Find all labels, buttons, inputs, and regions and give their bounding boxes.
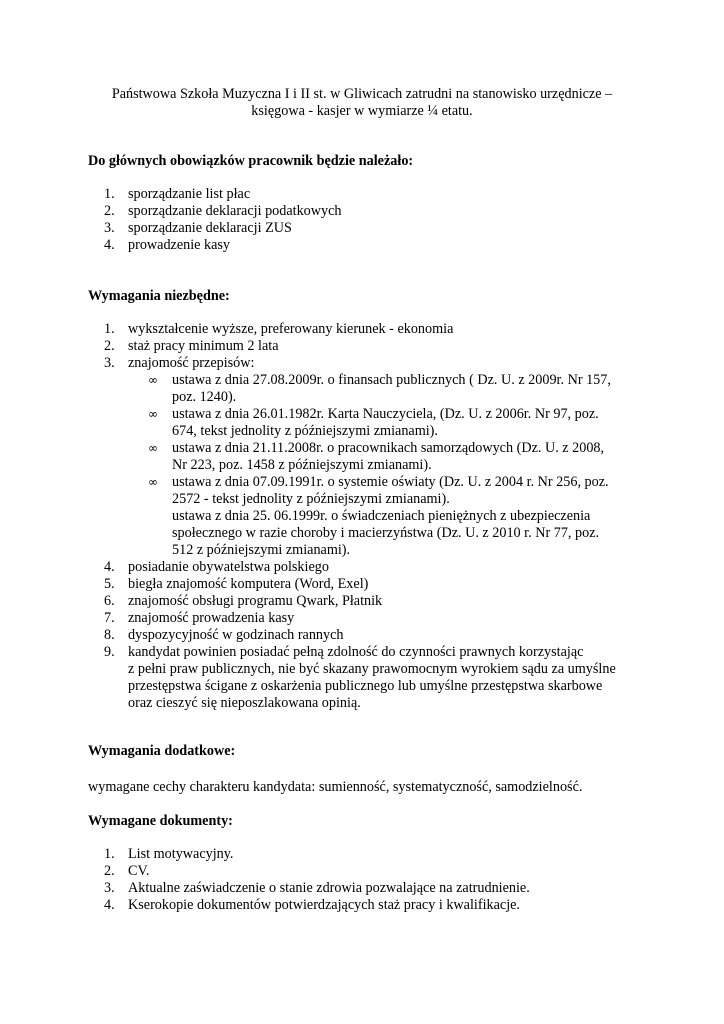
list-text: biegła znajomość komputera (Word, Exel) (128, 576, 369, 592)
list-item (88, 610, 648, 627)
list-item (88, 321, 648, 338)
title-line-1: Państwowa Szkoła Muzyczna I i II st. w Gliwicach zatrudni na stanowisko urzędnicze – (111, 86, 613, 102)
duties-heading: Do głównych obowiązków pracownik będzie należało: (88, 153, 414, 169)
list-text-line: przestępstwa ścigane z oskarżenia publicznego lub umyślne przestępstwa skarbowe (128, 678, 603, 694)
list-item (88, 338, 648, 355)
regulation-line: Nr 223, poz. 1458 z późniejszymi zmianami). (172, 457, 432, 473)
list-text: dyspozycyjność w godzinach rannych (128, 627, 344, 643)
regulation-line: 512 z późniejszymi zmianami). (172, 542, 351, 558)
additional-heading: Wymagania dodatkowe: (88, 743, 236, 759)
additional-text: wymagane cechy charakteru kandydata: sumienność, systematyczność, samodzielność. (88, 779, 583, 795)
list-number: 6. (104, 593, 115, 609)
regulation-line: 2572 - tekst jednolity z późniejszymi zmianami). (172, 491, 450, 507)
list-item (88, 880, 530, 897)
list-number: 2. (104, 203, 115, 219)
regulation-line: ustawa z dnia 27.08.2009r. o finansach publicznych ( Dz. U. z 2009r. Nr 157, (172, 372, 611, 388)
list-text: Kserokopie dokumentów potwierdzających staż pracy i kwalifikacje. (128, 897, 520, 913)
requirements-list (88, 321, 648, 712)
list-item (88, 355, 648, 372)
list-number: 7. (104, 610, 115, 626)
regulation-item (88, 372, 648, 406)
page-title (60, 86, 664, 120)
list-number: 2. (104, 338, 115, 354)
list-text: znajomość obsługi programu Qwark, Płatnik (128, 593, 383, 609)
list-item (88, 237, 342, 254)
list-text (128, 644, 648, 712)
list-item (88, 593, 648, 610)
infinity-bullet-icon: ∞ (148, 407, 158, 421)
documents-heading: Wymagane dokumenty: (88, 813, 233, 829)
regulation-item (88, 440, 648, 474)
list-text: sporządzanie deklaracji ZUS (128, 220, 292, 236)
list-number: 1. (104, 321, 115, 337)
list-number: 3. (104, 220, 115, 236)
regulation-line: ustawa z dnia 26.01.1982r. Karta Nauczyciela, (Dz. U. z 2006r. Nr 97, poz. (172, 406, 599, 422)
documents-list (88, 846, 530, 914)
regulation-item (88, 406, 648, 440)
list-item (88, 220, 342, 237)
duties-list (88, 186, 342, 254)
list-number: 8. (104, 627, 115, 643)
list-text-line: oraz cieszyć się nieposzlakowana opinią. (128, 695, 361, 711)
regulation-line: ustawa z dnia 07.09.1991r. o systemie oświaty (Dz. U. z 2004 r. Nr 256, poz. (172, 474, 609, 490)
regulation-item (88, 474, 648, 508)
list-text: List motywacyjny. (128, 846, 234, 862)
list-text: Aktualne zaświadczenie o stanie zdrowia pozwalające na zatrudnienie. (128, 880, 530, 896)
list-text: znajomość przepisów: (128, 355, 255, 371)
list-number: 4. (104, 559, 115, 575)
list-number: 9. (104, 644, 115, 660)
regulation-line: poz. 1240). (172, 389, 237, 405)
list-item (88, 203, 342, 220)
regulation-line: społecznego w razie choroby i macierzyństwa (Dz. U. z 2010 r. Nr 77, poz. (172, 525, 600, 541)
list-item (88, 559, 648, 576)
list-number: 1. (104, 846, 115, 862)
list-text: posiadanie obywatelstwa polskiego (128, 559, 329, 575)
list-text: CV. (128, 863, 150, 879)
list-item (88, 576, 648, 593)
list-item (88, 627, 648, 644)
infinity-bullet-icon: ∞ (148, 373, 158, 387)
list-number: 4. (104, 237, 115, 253)
list-text-line: z pełni praw publicznych, nie być skazany prawomocnym wyrokiem sądu za umyślne (128, 661, 616, 677)
list-number: 3. (104, 880, 115, 896)
title-line-2: księgowa - kasjer w wymiarze ¼ etatu. (251, 103, 473, 119)
list-text: prowadzenie kasy (128, 237, 231, 253)
list-text-line: kandydat powinien posiadać pełną zdolność do czynności prawnych korzystając (128, 644, 584, 660)
regulation-line: ustawa z dnia 25. 06.1999r. o świadczeniach pieniężnych z ubezpieczenia (172, 508, 591, 524)
infinity-bullet-icon: ∞ (148, 475, 158, 489)
list-text: znajomość prowadzenia kasy (128, 610, 295, 626)
list-item (88, 863, 530, 880)
list-item (88, 644, 648, 712)
list-number: 3. (104, 355, 115, 371)
list-text: sporządzanie list płac (128, 186, 251, 202)
regulation-item-extra (88, 508, 648, 559)
list-number: 2. (104, 863, 115, 879)
list-text: staż pracy minimum 2 lata (128, 338, 279, 354)
list-item (88, 186, 342, 203)
list-text: sporządzanie deklaracji podatkowych (128, 203, 342, 219)
list-item (88, 897, 530, 914)
list-number: 4. (104, 897, 115, 913)
list-text: wykształcenie wyższe, preferowany kierunek - ekonomia (128, 321, 454, 337)
infinity-bullet-icon: ∞ (148, 441, 158, 455)
list-item (88, 846, 530, 863)
list-number: 1. (104, 186, 115, 202)
requirements-heading: Wymagania niezbędne: (88, 288, 230, 304)
regulation-line: ustawa z dnia 21.11.2008r. o pracownikach samorządowych (Dz. U. z 2008, (172, 440, 605, 456)
list-number: 5. (104, 576, 115, 592)
regulation-line: 674, tekst jednolity z późniejszymi zmianami). (172, 423, 438, 439)
